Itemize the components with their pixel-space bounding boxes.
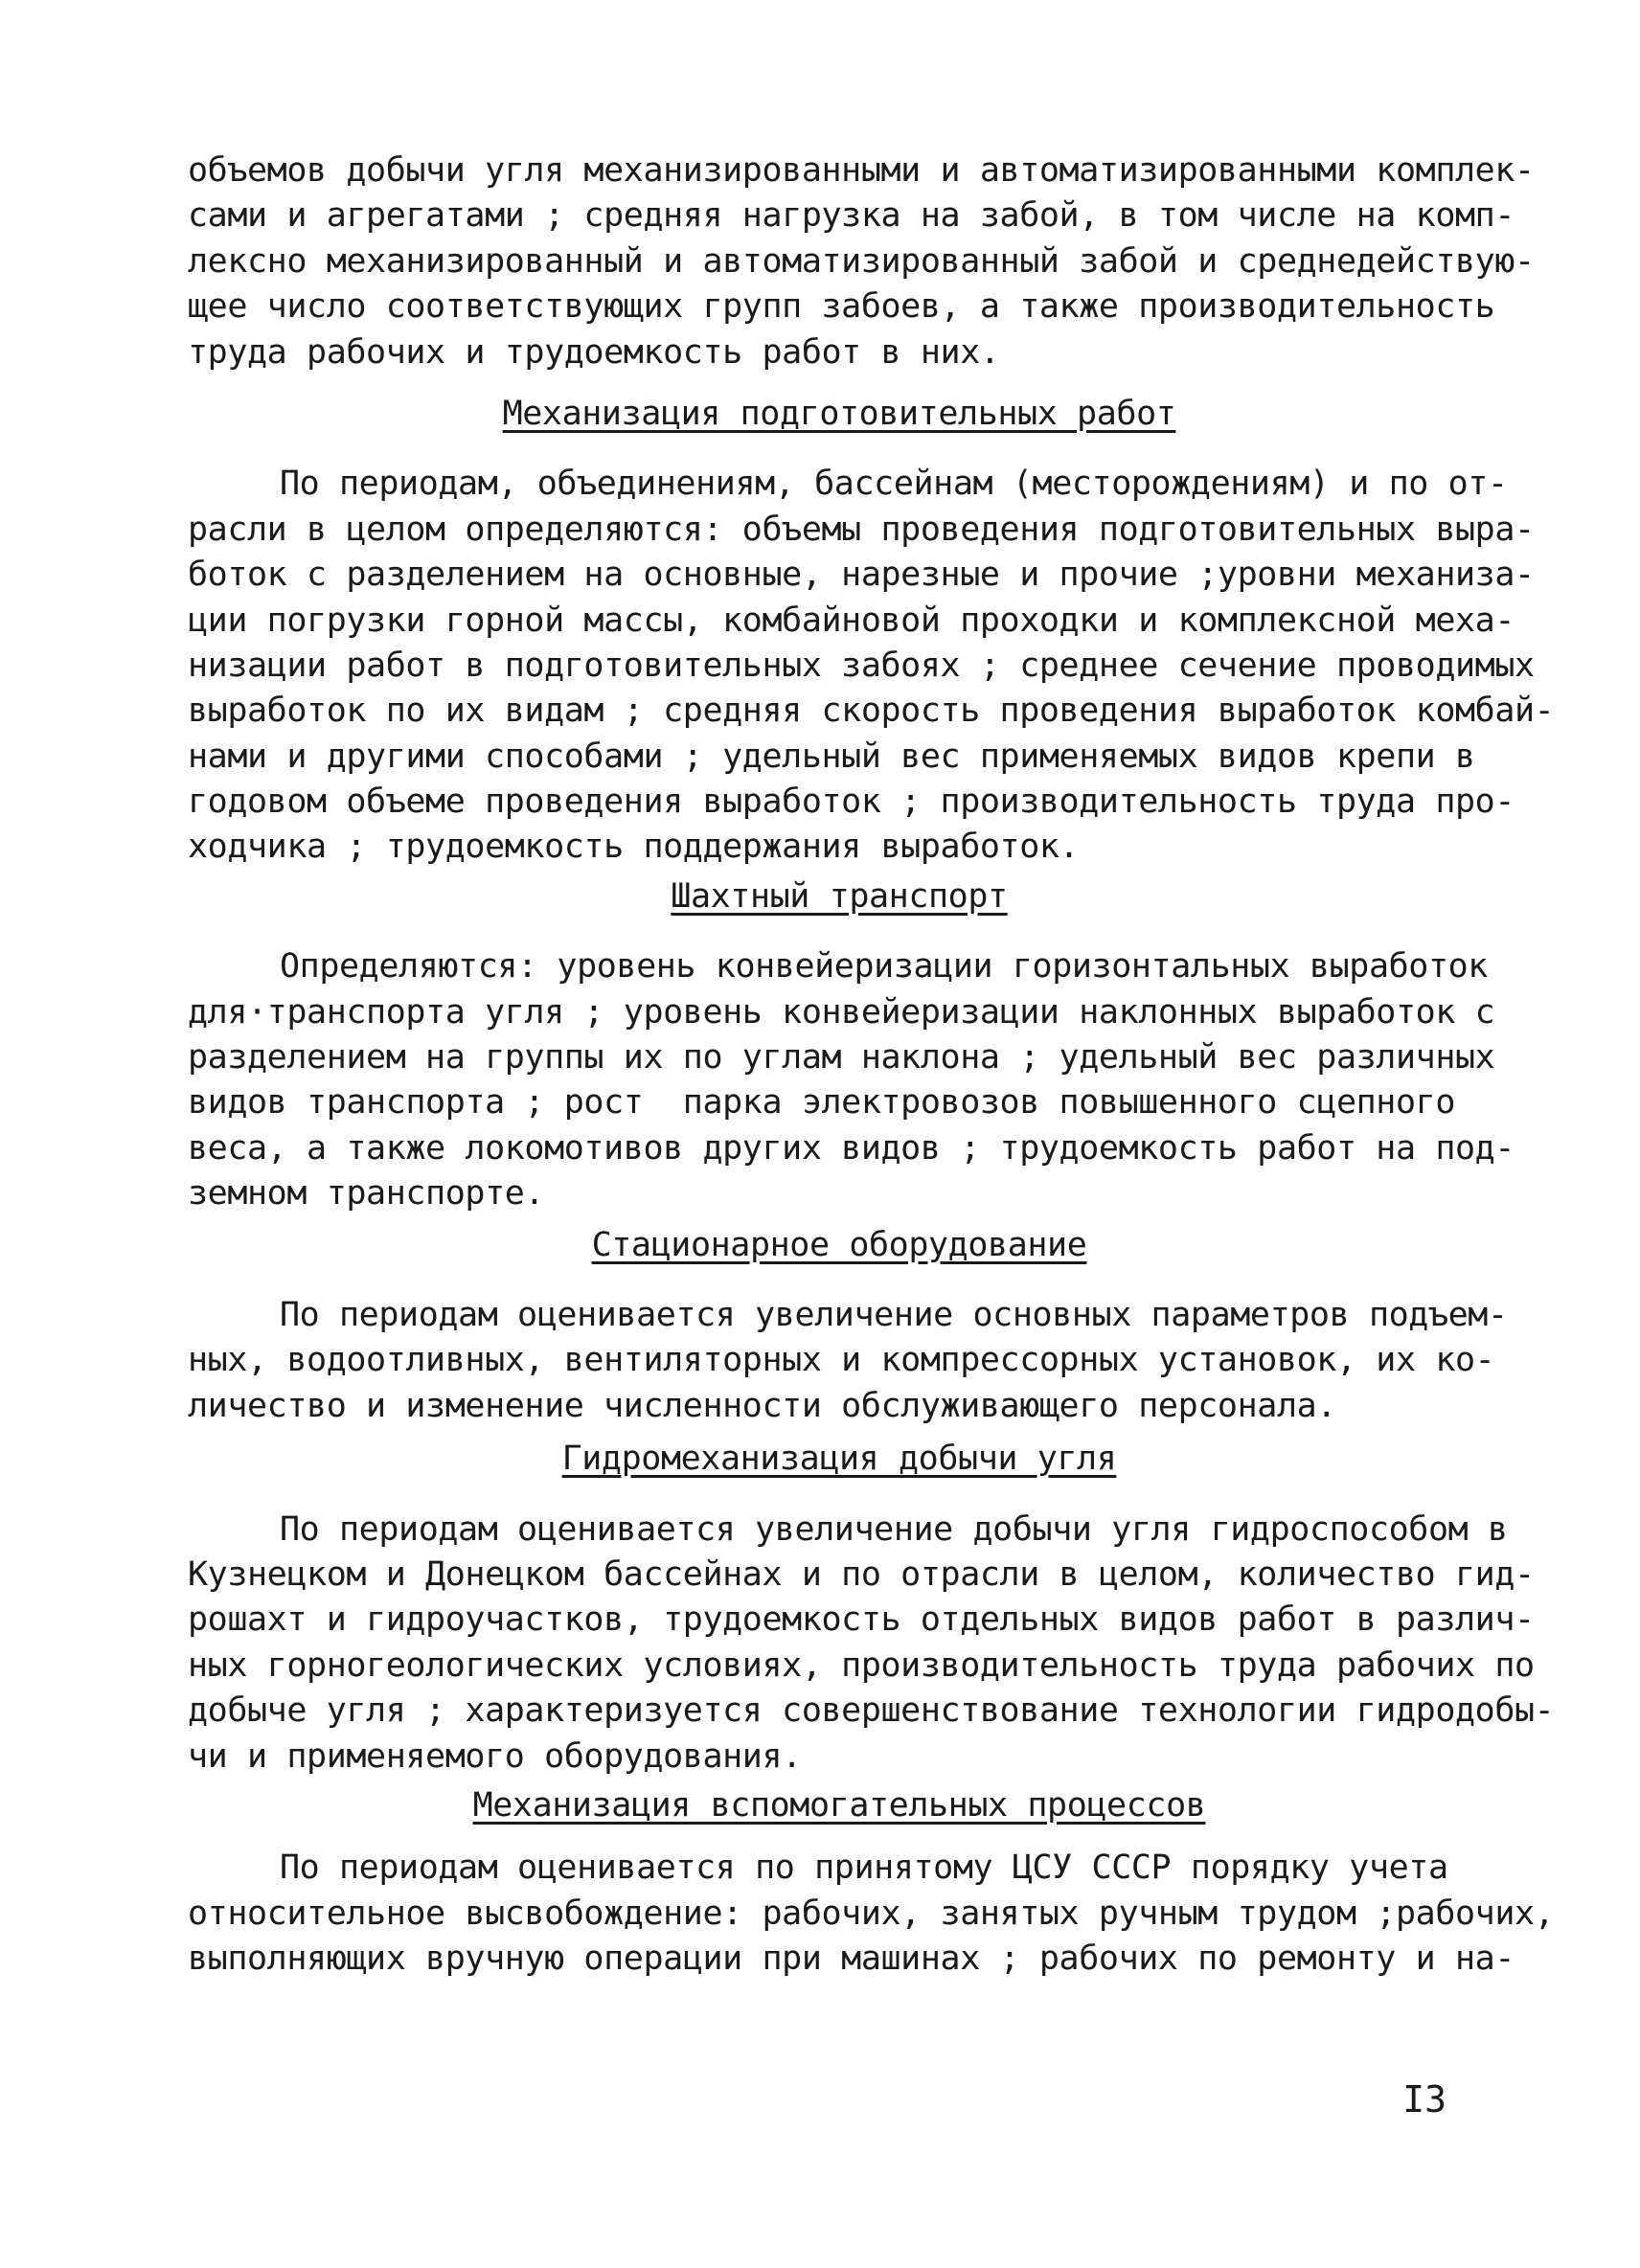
section-heading: Стационарное оборудование <box>591 1225 1087 1264</box>
text-line: По периодам оценивается увеличение добычи угля гидроспособом в <box>280 1509 1508 1549</box>
text-line: личество и изменение численности обслуживающего персонала. <box>188 1386 1336 1425</box>
section-paragraph <box>188 1846 1555 1982</box>
section-paragraph <box>188 1293 1508 1429</box>
text-line: чи и применяемого оборудования. <box>188 1736 802 1776</box>
section-heading: Шахтный транспорт <box>671 876 1008 916</box>
text-line: По периодам оценивается увеличение основных параметров подъем- <box>280 1295 1508 1334</box>
text-line: веса, а также локомотивов других видов ; трудоемкость работ на под- <box>188 1128 1515 1168</box>
text-line: лексно механизированный и автоматизированный забой и среднедействую- <box>188 241 1535 281</box>
text-line: щее число соответствующих групп забоев, а также производительность <box>188 287 1495 327</box>
section-heading: Механизация подготовительных работ <box>502 394 1176 433</box>
text-line: расли в целом определяются: объемы проведения подготовительных выра- <box>188 510 1535 549</box>
section-paragraph <box>188 1508 1555 1780</box>
text-line: годовом объеме проведения выработок ; производительность труда про- <box>188 782 1515 822</box>
text-line: добыче угля ; характеризуется совершенствование технологии гидродобы- <box>188 1691 1555 1731</box>
text-line: выполняющих вручную операции при машинах ; рабочих по ремонту и на- <box>188 1939 1515 1979</box>
text-line: боток с разделением на основные, нарезные и прочие ;уровни механиза- <box>188 556 1535 595</box>
text-line: выработок по их видам ; средняя скорость проведения выработок комбай- <box>188 692 1555 731</box>
text-line: ных, водоотливных, вентиляторных и компрессорных установок, их ко- <box>188 1341 1495 1380</box>
text-line: низации работ в подготовительных забоях ; среднее сечение проводимых <box>188 646 1535 685</box>
text-line: По периодам, объединениям, бассейнам (месторождениям) и по от- <box>280 465 1508 504</box>
text-line: объемов добычи угля механизированными и автоматизированными комплек- <box>188 151 1535 190</box>
text-line: сами и агрегатами ; средняя нагрузка на забой, в том числе на комп- <box>188 196 1515 236</box>
intro-paragraph <box>188 148 1535 375</box>
text-line: рошахт и гидроучастков, трудоемкость отдельных видов работ в различ- <box>188 1600 1535 1640</box>
section-heading: Механизация вспомогательных процессов <box>472 1785 1206 1825</box>
page-number: I3 <box>1402 2078 1446 2121</box>
text-line: земном транспорте. <box>188 1174 545 1213</box>
section-heading: Гидромеханизация добычи угля <box>561 1440 1117 1479</box>
text-line: Кузнецком и Донецком бассейнах и по отрасли в целом, количество гид- <box>188 1554 1535 1594</box>
text-line: видов транспорта ; рост парка электровозов повышенного сцепного <box>188 1083 1455 1123</box>
section-paragraph <box>188 462 1555 871</box>
section-paragraph <box>188 944 1515 1216</box>
text-line: ходчика ; трудоемкость поддержания выработок. <box>188 828 1080 867</box>
text-line: труда рабочих и трудоемкость работ в них. <box>188 332 1000 372</box>
text-line: нами и другими способами ; удельный вес применяемых видов крепи в <box>188 737 1475 776</box>
text-line: разделением на группы их по углам наклона ; удельный вес различных <box>188 1038 1495 1077</box>
text-line: для·транспорта угля ; уровень конвейеризации наклонных выработок с <box>188 992 1495 1032</box>
text-line: По периодам оценивается по принятому ЦСУ СССР порядку учета <box>280 1848 1448 1888</box>
text-line: относительное высвобождение: рабочих, занятых ручным трудом ;рабочих, <box>188 1894 1555 1933</box>
text-line: Определяются: уровень конвейеризации горизонтальных выработок <box>280 947 1488 987</box>
document-page <box>188 148 1555 1982</box>
text-line: ных горногеологических условиях, производительность труда рабочих по <box>188 1645 1535 1685</box>
text-line: ции погрузки горной массы, комбайновой проходки и комплексной меха- <box>188 601 1515 640</box>
